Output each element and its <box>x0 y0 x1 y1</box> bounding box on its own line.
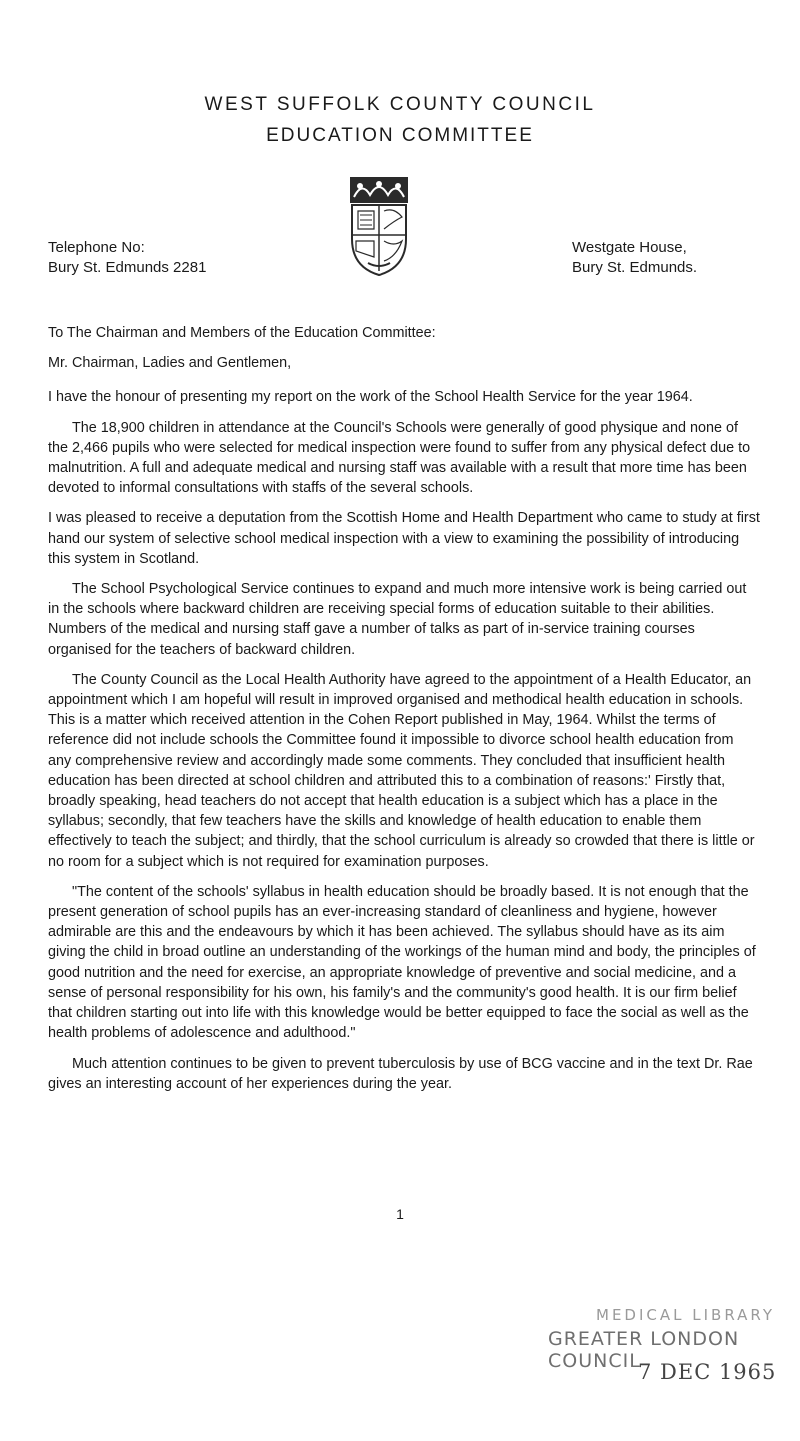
address-line-1: Westgate House, <box>572 239 687 256</box>
address-line-2: Bury St. Edmunds. <box>572 259 698 276</box>
letter-body <box>48 323 760 1104</box>
council-crest-icon <box>348 177 410 277</box>
paragraph: I was pleased to receive a deputation from the Scottish Home and Health Department who came to study at first hand our system of selective school medical inspection with a view to examining the possibility of introducing this system in Scotland. <box>48 510 760 567</box>
paragraph: The School Psychological Service continues to expand and much more intensive work is being carried out in the schools where backward children are receiving special forms of education suitable to their abilities. Numbers of the medical and nursing staff gave a number of talks as part of in-service training courses organised for the teachers of backward children. <box>48 581 747 658</box>
addressee: To The Chairman and Members of the Education Committee: <box>48 325 436 341</box>
library-stamp-line-1: MEDICAL LIBRARY <box>596 1306 776 1324</box>
address-block <box>572 238 697 278</box>
paragraph: I have the honour of presenting my report on the work of the School Health Service for the year 1964. <box>48 389 693 406</box>
library-stamp-line-2: GREATER LONDON COUNCIL <box>548 1328 740 1372</box>
library-stamp-date: 7 DEC 1965 <box>638 1360 777 1384</box>
telephone-label: Telephone No: <box>48 239 145 256</box>
telephone-number: Bury St. Edmunds 2281 <box>48 259 207 276</box>
paragraph: Much attention continues to be given to prevent tuberculosis by use of BCG vaccine and in the text Dr. Rae gives an interesting account of her experiences during the year. <box>48 1055 753 1092</box>
paragraph: The 18,900 children in attendance at the Council's Schools were generally of good physique and none of the 2,466 pupils who were selected for medical inspection were found to suffer from any physical defect due to malnutrition. A full and adequate medical and nursing staff was available with a result that more time has been devoted to informal consultations with staffs of the several schools. <box>48 419 751 497</box>
telephone-block <box>48 238 206 278</box>
paragraph: The County Council as the Local Health Authority have agreed to the appointment of a Health Educator, an appointment which I am hopeful will result in improved organised and methodical health education in schools. This is a matter which received attention in the Cohen Report published in May, 1964. Whilst the terms of reference did not include schools the Committee found it impossible to divorce school health education from any comprehensive review and accordingly made some comments. They concluded that insufficient health education has been directed at school children and attributed this to a combination of reasons:' Firstly that, broadly speaking, head teachers do not accept that health education is a subject which has a place in the syllabus; secondly, that few teachers have the skills and knowledge of health education to enable them effectively to teach the subject; and thirdly, that the school curriculum is already so crowded that there is little or no room for a subject which is not required for examination purposes. <box>48 671 755 870</box>
quoted-paragraph: "The content of the schools' syllabus in health education should be broadly based. It is not enough that the present generation of school pupils has an ever-increasing standard of cleanliness and hygiene, however admirable are this and the endeavours by which it has been achieved. The syllabus should have as its aim giving the child in broad outline an understanding of the workings of the human mind and body, the principles of good nutrition and the need for exercise, an appropriate knowledge of preventive and social medicine, and a sense of personal responsibility for his own, his family's and the community's good health. It is our firm belief that children starting out into life with this knowledge would be better equipped to face the social as well as the health problems of adolescence and adulthood." <box>48 883 756 1042</box>
salutation: Mr. Chairman, Ladies and Gentlemen, <box>48 355 292 372</box>
council-title: WEST SUFFOLK COUNTY COUNCIL <box>204 94 596 115</box>
page-number: 1 <box>396 1206 404 1222</box>
committee-title: EDUCATION COMMITTEE <box>266 125 534 146</box>
